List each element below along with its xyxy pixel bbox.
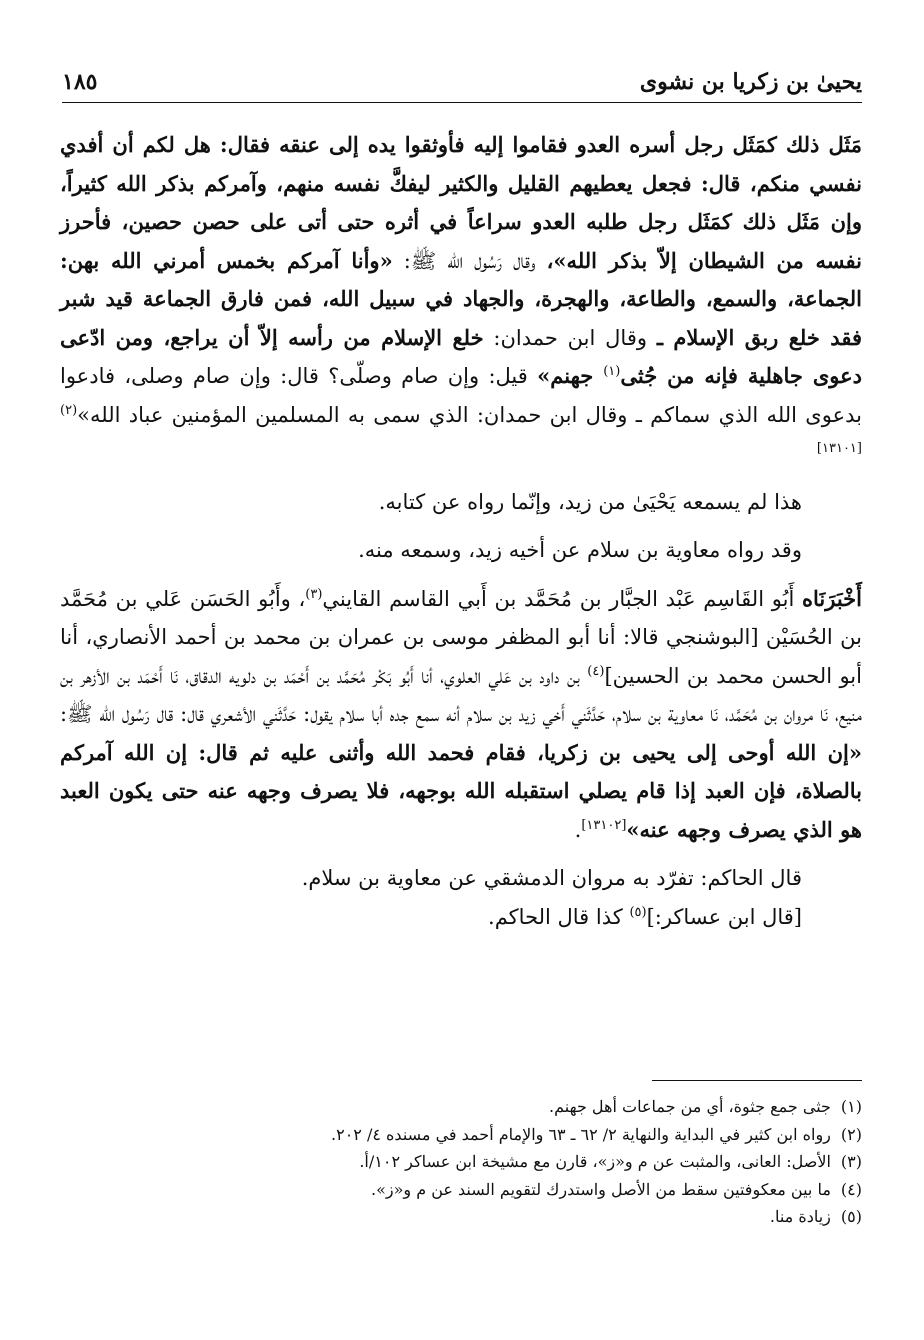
footnote-ref-3: (٣) [305,586,323,602]
narration-text: قيل: وإن صام وصلّى؟ قال: وإن صام وصلى، فادعوا بدعوى الله الذي سماكم ـ وقال ابن حمدان: الذي سمى به المسلمين المؤمنين عباد الله» [60,364,862,427]
footnote-divider [652,1080,862,1081]
period: . [574,817,582,842]
footnote-number: (١) [840,1097,862,1116]
footnote-item [60,1121,862,1149]
footnote-number: (٢) [840,1124,862,1144]
running-title: يحيىٰ بن زكريا بن نشوى [639,69,862,95]
footnote-ref-1: (١) [603,364,621,379]
footnote-text: زيادة منا. [769,1207,831,1226]
narration-text: وقال رَسُول الله ﷺ: [392,248,547,273]
footnote-ref-4: (٤) [587,663,605,679]
footnote-number: (٣) [840,1152,862,1171]
footnotes [60,1093,862,1231]
footnote-item [60,1093,862,1121]
paragraph-comment-4 [60,898,862,937]
akhbarana-word: أَخْبَرَنَاه [801,585,862,611]
footnote-text: ما بين معكوفتين سقط من الأصل واستدرك لتقويم السند عن م و«ز». [371,1179,831,1199]
footnote-text: جثى جمع جثوة، أي من جماعات أهل جهنم. [549,1097,831,1116]
hadith-number: [١٣١٠٢] [581,817,627,833]
footnote-item [60,1148,862,1176]
footnote-item [60,1176,862,1204]
paragraph-hadith-1 [60,126,862,473]
page-number: ١٨٥ [62,69,98,95]
hadith-text: خلع الإسلام من رأسه إلاّ أن يراجع، ومن ادّعى دعوى جاهلية فإنه من جُثى [60,324,862,388]
footnote-ref-5: (٥) [629,904,647,920]
comment-text: كذا قال الحاكم. [488,904,630,929]
footnote-number: (٤) [840,1179,862,1199]
isnad-text: ، وأَبُو الحَسَن عَلي بن مُحَمَّد بن الحُسَيْن [البوشنجي قالا: أنا أبو المظفر موسى بن عمران بن محمد بن أحمد الأنصاري، أنا أبو الحسن محمد بن الحسين] [60,586,862,688]
footnote-item [60,1203,862,1231]
paragraph-comment-1: هذا لم يسمعه يَحْيَىٰ من زيد، وإنّما رواه عن كتابه. [378,489,802,514]
paragraph-isnad [60,580,862,850]
footnote-text: رواه ابن كثير في البداية والنهاية ٢/ ٦٢ ـ ٦٣ والإمام أحمد في مسنده ٤/ ٢٠٢. [331,1124,831,1144]
comment-text: [قال ابن عساكر:] [646,904,802,929]
hadith-text: مَثَل ذلك كمَثَل رجل أسره العدو فقاموا إليه فأوثقوا يده إلى عنقه فقال: هل لكم أن أفدي نفسي منكم، قال: فجعل يعطيهم القليل والكثير ليفكَّ نفسه منهم، وآمركم بذكر الله كثيراً، وإن مَثَل ذلك كمَثَل رجل طلبه العدو سراعاً في أثره حتى أتى على حصن حصين، فأحرز نفسه من الشيطان إلاّ بذكر الله»، [60,132,862,273]
paragraph-comment-2: وقد رواه معاوية بن سلام عن أخيه زيد، وسمعه منه. [358,538,802,562]
narration-text: وقال ابن حمدان: [483,325,657,350]
paragraph-comment-3: قال الحاكم: تفرّد به مروان الدمشقي عن معاوية بن سلام. [301,866,802,890]
hadith-text: «إن الله أوحى إلى يحيى بن زكريا، فقام فحمد الله وأثنى عليه ثم قال: إن الله آمركم بالصلاة، فإن العبد إذا قام يصلي استقبله الله بوجهه، فلا يصرف وجهه عنه حتى يكون العبد هو الذي يصرف وجهه عنه» [60,739,862,842]
page-header [62,62,862,103]
page-body [60,126,862,936]
isnad-text: بن داود بن عَلي العلوي، أنا أَبُو بَكْر مُحَمَّد بن أَحْمَد بن دلويه الدقاق، نَا أَحْمَد بن الأزهر بن منيع، نَا مروان بن مُحَمَّد، نَا معاوية بن سلام، حَدَّثَني أَخي زيد بن سلام أنه سمع جده أبا سلام يقول: حَدَّثَني الأشعري قال: قال رَسُول الله ﷺ: [60,663,862,726]
footnote-ref-2: (٢)[١٣١٠١] [60,402,862,456]
footnote-number: (٥) [840,1207,862,1226]
footnote-text: الأصل: العانى، والمثبت عن م و«ز»، قارن مع مشيخة ابن عساكر ١٠٢/أ. [359,1152,831,1171]
hadith-text: «وأنا آمركم بخمس أمرني الله بهن: الجماعة، والسمع، والطاعة، والهجرة، والجهاد في سبيل الله، فمن فارق الجماعة قيد شبر فقد خلع ربق الإسلام ـ [60,247,862,350]
hadith-text: جهنم» [537,363,604,388]
isnad-text: أَبُو القَاسِم عَبْد الجبَّار بن مُحَمَّد بن أَبي القاسم القايني [322,586,802,611]
